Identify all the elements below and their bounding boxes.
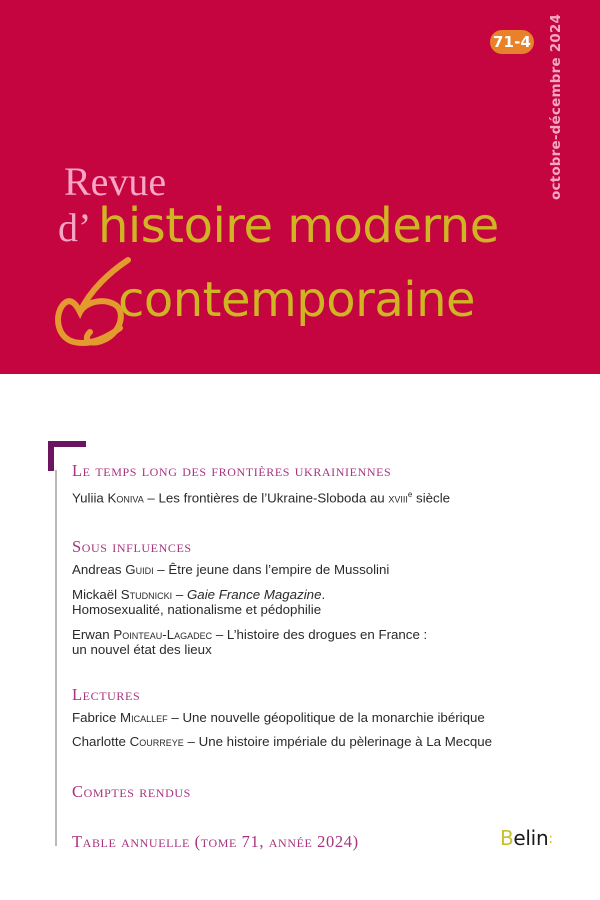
publisher-logo-colon: :: [548, 831, 553, 847]
section-heading-table-annuelle: Table annuelle (tome 71, année 2024): [72, 832, 359, 851]
separator: –: [167, 710, 183, 725]
author-last-name: Courreye: [129, 734, 184, 749]
section-heading-comptes-rendus: Comptes rendus: [72, 782, 191, 801]
entry-title-after: .: [321, 587, 326, 602]
journal-title-revue: Revue: [64, 159, 167, 204]
toc-entry: [72, 627, 427, 643]
author-first-name: Fabrice: [72, 710, 117, 725]
separator: –: [153, 562, 169, 577]
journal-title-d-apostrophe: d’: [58, 205, 92, 250]
entry-title: Une histoire impériale du pèlerinage à La Mecque: [198, 734, 493, 749]
toc-entry: [72, 562, 389, 578]
century: xviii: [388, 490, 408, 506]
author-last-name: Studnicki: [120, 587, 173, 602]
toc-entry-line2: un nouvel état des lieux: [72, 642, 212, 657]
entry-title: Une nouvelle géopolitique de la monarchie ibérique: [182, 710, 485, 725]
toc-entry-line2: Homosexualité, nationalisme et pédophilie: [72, 602, 322, 617]
separator: –: [183, 734, 199, 749]
entry-title-italic: Gaie France Magazine: [186, 587, 322, 602]
entry-title: Les frontières de l’Ukraine-Sloboda au: [158, 490, 389, 506]
entry-title: L’histoire des drogues en France :: [226, 627, 428, 642]
toc-left-rule: [55, 470, 57, 846]
author-first-name: Erwan: [72, 627, 110, 642]
author-first-name: Andreas: [72, 562, 122, 577]
entry-title: Être jeune dans l’empire de Mussolini: [168, 562, 390, 577]
separator: –: [212, 627, 227, 642]
issue-number-badge: 71-4: [490, 30, 534, 54]
publisher-logo-text: elin: [513, 826, 549, 850]
author-last-name: Guidi: [125, 562, 154, 577]
author-last-name: Koniva: [107, 490, 144, 506]
issue-date: octobre-décembre 2024: [548, 13, 564, 200]
author-first-name: Mickaël: [72, 587, 118, 602]
section-heading-ukraine: Le temps long des frontières ukrainiennes: [72, 461, 392, 480]
section-heading-sous-influences: Sous influences: [72, 537, 192, 556]
toc-entry: [72, 487, 450, 506]
section-heading-lectures: Lectures: [72, 685, 141, 704]
journal-title-line2: contemporaine: [118, 272, 476, 328]
publisher-logo-b: B: [500, 826, 514, 850]
author-last-name: Pointeau-Lagadec: [113, 627, 213, 642]
publisher-logo: [500, 826, 553, 850]
toc-entry: [72, 587, 325, 603]
toc-entry: [72, 734, 492, 750]
toc-entry: [72, 710, 485, 726]
toc-corner-bracket-vertical: [48, 441, 54, 471]
author-first-name: Charlotte: [72, 734, 126, 749]
author-last-name: Micallef: [120, 710, 168, 725]
journal-title-line1: histoire moderne: [98, 198, 499, 254]
separator: –: [143, 490, 159, 506]
entry-title-end: siècle: [412, 490, 451, 506]
author-first-name: Yuliia: [72, 490, 104, 506]
separator: –: [172, 587, 187, 602]
century-superscript: e: [407, 490, 413, 499]
